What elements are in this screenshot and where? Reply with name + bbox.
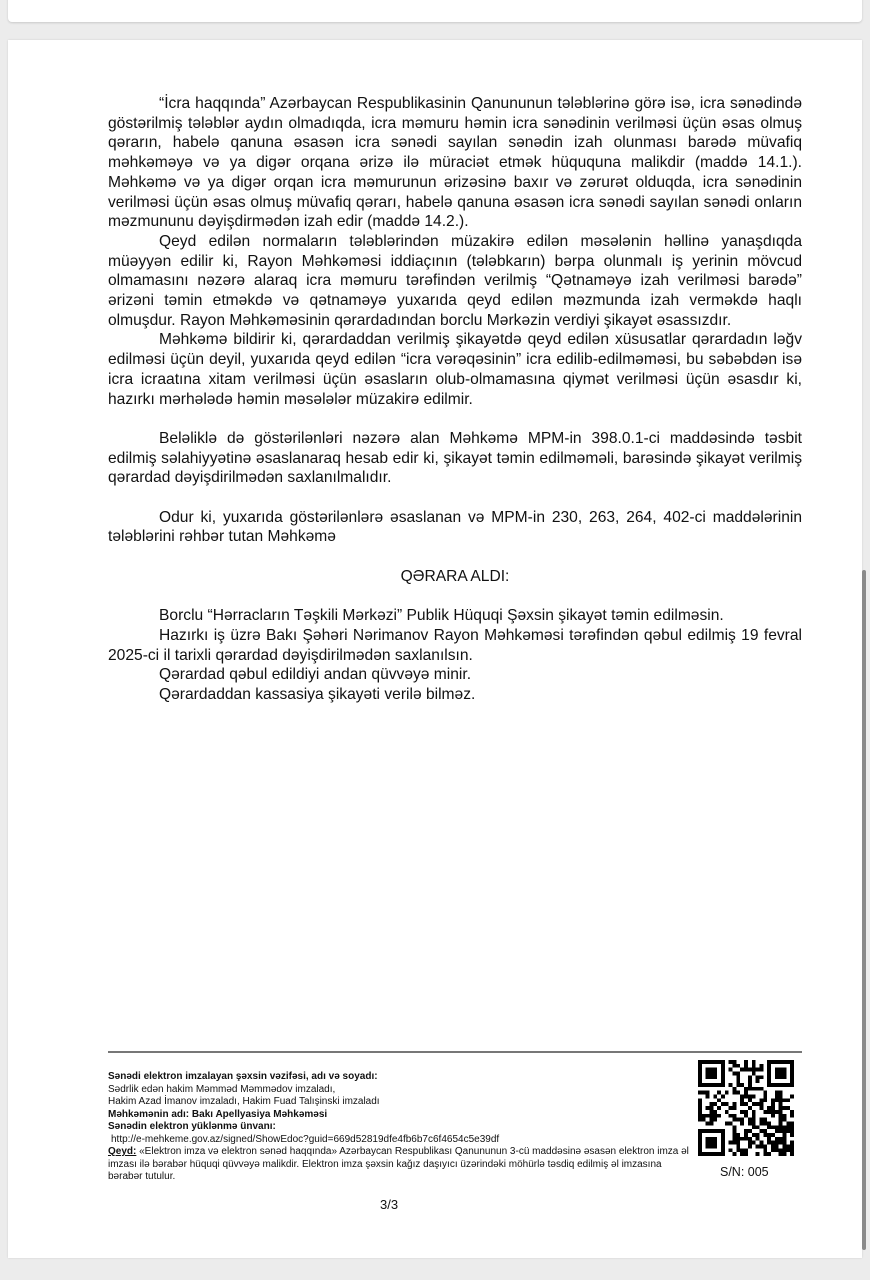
document-body: [108, 94, 802, 705]
previous-page-edge: [8, 0, 862, 22]
scrollbar[interactable]: [862, 570, 866, 1250]
paragraph-enforcement-law: “İcra haqqında” Azərbaycan Respublikasinin Qanununun tələblərinə görə isə, icra sənədində göstərilmiş tələblər aydın olmadıqda, icra məmuru həmin icra sənədinin verilməsi üçün əsas olmuş qərarın, habelə qanuna əsasən icra sənədi sayılan sənədin izah olunması barədə müvafiq məhkəməyə və ya digər orqana ərizə ilə müraciət etmək hüququna malikdir (maddə 14.1.). Məhkəmə və ya digər orqan icra məmurunun ərizəsinə baxır və zərurət olduqda, icra sənədinin verilməsi üçün əsas olmuş müvafiq qərarı, habelə qanuna əsasən icra sənədi sayılan sənədi onların məzmununu dəyişdirmədən izah edir (maddə 14.2.).: [108, 95, 802, 231]
decision-item: Qərardaddan kassasiya şikayəti verilə bilməz.: [159, 686, 476, 704]
signer-heading: Sənədi elektron imzalayan şəxsin vəzifəsi, adı və soyadı:: [108, 1071, 378, 1082]
serial-number: S/N: 005: [720, 1165, 769, 1179]
decision-item: Hazırkı iş üzrə Bakı Şəhəri Nərimanov Rayon Məhkəməsi tərəfindən qəbul edilmiş 19 fevral 2025-ci il tarixli qərardad dəyişdirilmədən saxlanılsın.: [108, 626, 802, 664]
decision-item: Qərardad qəbul edildiyi andan qüvvəyə minir.: [159, 666, 472, 684]
decision-item: Borclu “Hərracların Təşkili Mərkəzi” Publik Hüquqi Şəxsin şikayət təmin edilməsin.: [159, 607, 724, 625]
signer-line: Hakim Azad İmanov imzaladı, Hakim Fuad Talışinski imzaladı: [108, 1096, 380, 1107]
note-text: «Elektron imza və elektron sənəd haqqında» Azərbaycan Respublikası Qanununun 3-cü maddəsinə əsasən elektron imza əl imzası ilə bərabər hüquqi qüvvəyə malikdir. Elektron imza şəxsin kağız daşıyıcı üzərindəki möhürlə təsdiq edilmiş əl imzasına bərabər tutulur.: [108, 1146, 689, 1182]
paragraph-court-statement: Məhkəmə bildirir ki, qərardaddan verilmiş şikayətdə qeyd edilən xüsusatlar qərardadın ləğv edilməsi üçün deyil, yuxarıda qeyd edilən “icra vərəqəsinin” icra edilib-edilməməsi, bu səbəbdən isə icra icraatına xitam verilməsi üçün əsasların olub-olmamasına qiymət verilməsi üçün əsasdır ki, hazırkı mərhələdə həmin məsələlər müzakirə edilmir.: [108, 331, 802, 408]
page-number: 3/3: [380, 1197, 399, 1212]
url-heading: Sənədin elektron yüklənmə ünvanı:: [108, 1121, 276, 1132]
paragraph-conclusion: Beləliklə də göstərilənləri nəzərə alan Məhkəmə MPM-in 398.0.1-ci maddəsində təsbit edilmiş səlahiyyətinə əsaslanaraq hesab edir ki, şikayət təmin edilməməli, barəsində şikayət verilmiş qərardad dəyişdirilmədən saxlanılmalıdır.: [108, 429, 802, 487]
document-url[interactable]: http://e-mehkeme.gov.az/signed/ShowEdoc?guid=669d52819dfe4fb6b7c6f4654c5e39df: [111, 1133, 500, 1145]
court-label: Məhkəmənin adı:: [108, 1108, 190, 1120]
paragraph-norms-assessment: Qeyd edilən normaların tələblərindən müzakirə edilən məsələnin həllinə yanaşdıqda müəyyən edilir ki, Rayon Məhkəməsi iddiaçının (tələbkarın) bərpa olunmalı iş yerinin mövcud olmamasını nəzərə alaraq icra məmuru tərəfindən verilmiş “Qətnaməyə izah verilməsi barədə” ərizəni təmin etməkdə və qətnaməyə yuxarıda qeyd edilən məzmunda izah verməkdə haqlı olmuşdur. Rayon Məhkəməsinin qərardadından borclu Mərkəzin verdiyi şikayət əsassızdır.: [108, 232, 802, 329]
legal-note: [108, 1146, 698, 1184]
note-label: Qeyd:: [108, 1146, 137, 1157]
court-name: Bakı Apellyasiya Məhkəməsi: [191, 1108, 328, 1120]
signature-footer: [108, 1071, 698, 1184]
paragraph-legal-basis: Odur ki, yuxarıda göstərilənlərə əsaslanan və MPM-in 230, 263, 264, 402-ci maddələrinin tələblərini rəhbər tutan Məhkəmə: [108, 508, 802, 546]
qr-code-icon[interactable]: [698, 1060, 794, 1156]
signer-line: Sədrlik edən hakim Məmməd Məmmədov imzaladı,: [108, 1083, 336, 1095]
footer-divider: [108, 1051, 802, 1053]
court-name-row: [108, 1109, 698, 1122]
document-page: [8, 40, 862, 1258]
decision-heading: QƏRARA ALDI:: [400, 567, 510, 585]
